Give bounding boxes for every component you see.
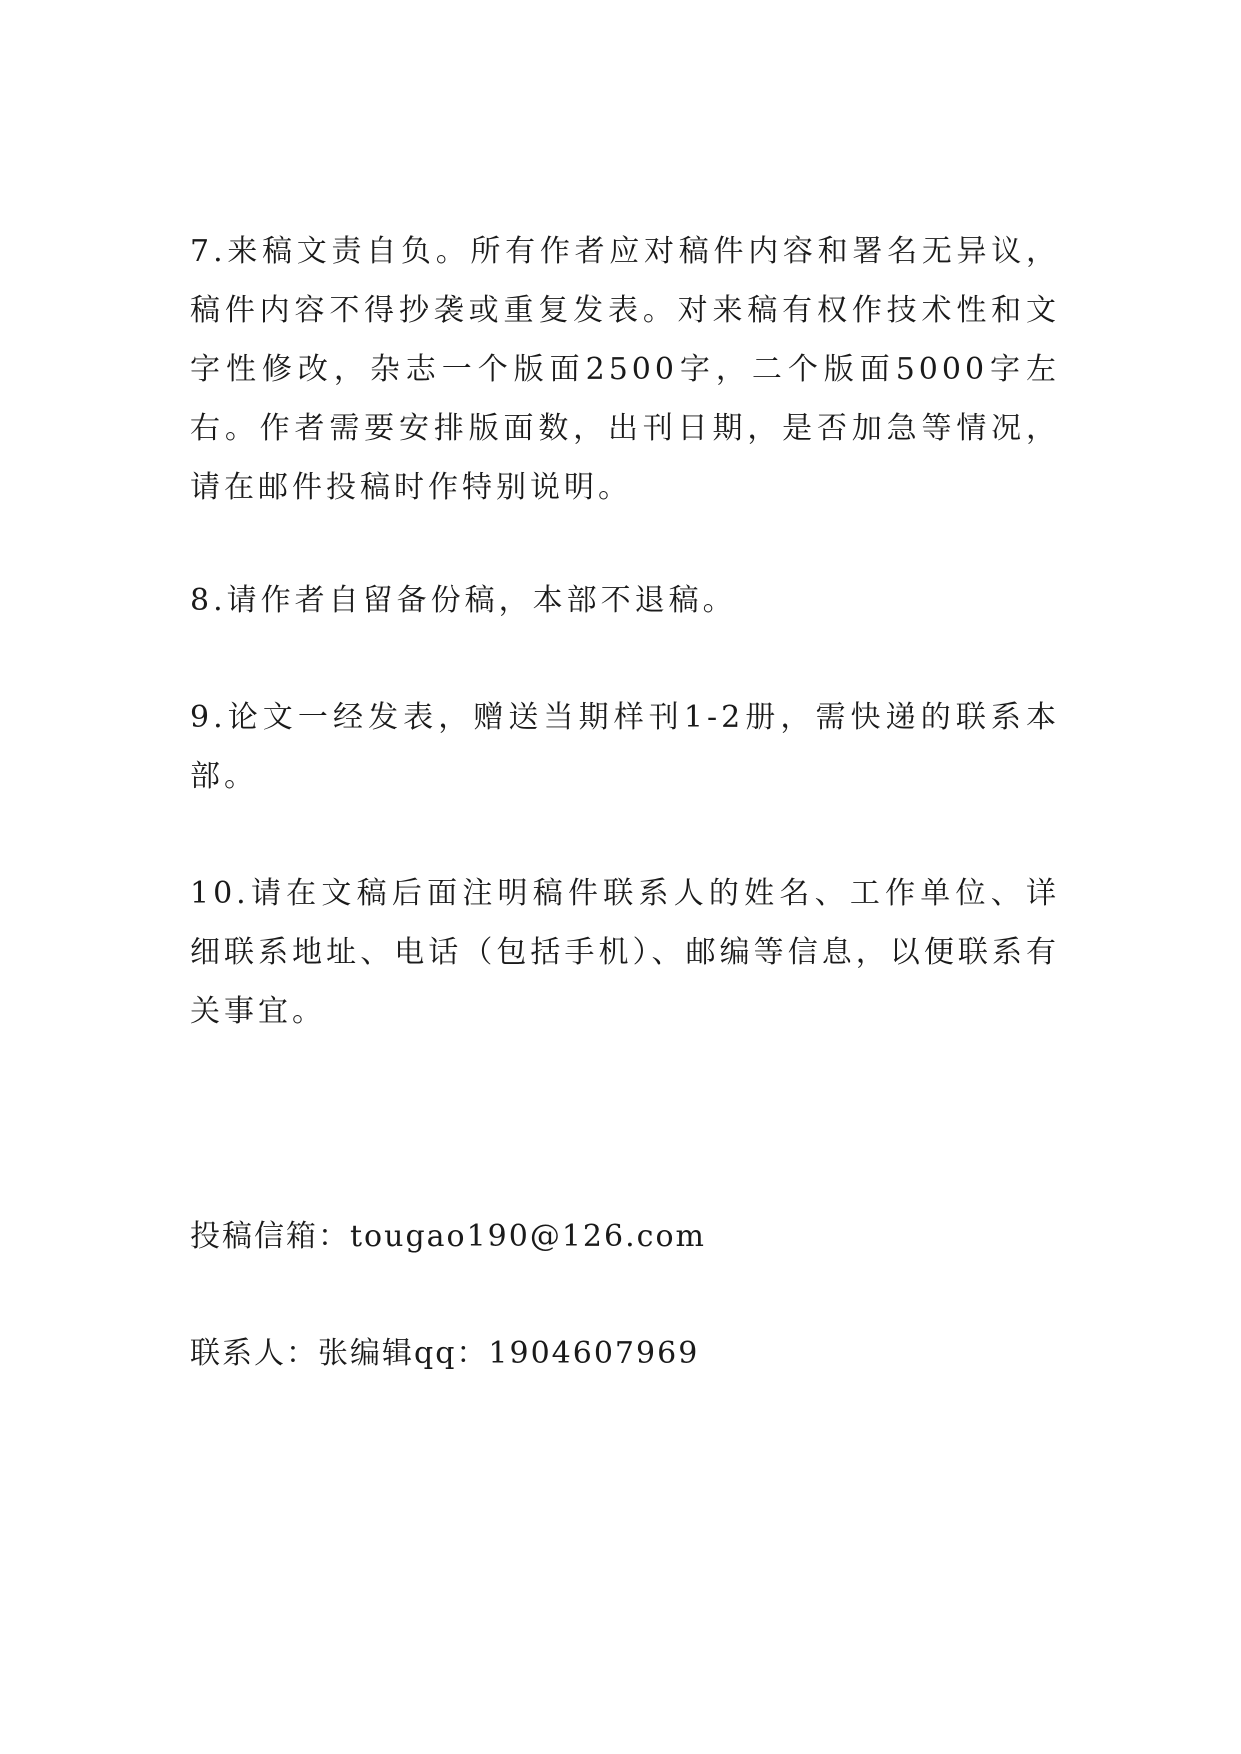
paragraph-item-9: 9.论文一经发表，赠送当期样刊1-2册，需快递的联系本部。 (190, 700, 1060, 794)
paragraph-item-7: 7.来稿文责自负。所有作者应对稿件内容和署名无异议，稿件内容不得抄袭或重复发表。对来稿有权作技术性和文字性修改，杂志一个版面2500字，二个版面5000字左右。作者需要安排版面数，出刊日期，是否加急等情况，请在邮件投稿时作特别说明。 (190, 234, 1060, 505)
submission-email: 投稿信箱：tougao190@126.com (190, 1219, 706, 1254)
paragraph-item-10: 10.请在文稿后面注明稿件联系人的姓名、工作单位、详细联系地址、电话（包括手机）、邮编等信息，以便联系有关事宜。 (190, 876, 1060, 1029)
document-body (190, 222, 1060, 1383)
paragraph-item-8: 8.请作者自留备份稿，本部不退稿。 (190, 583, 737, 618)
contact-person: 联系人：张编辑qq：1904607969 (190, 1336, 700, 1371)
